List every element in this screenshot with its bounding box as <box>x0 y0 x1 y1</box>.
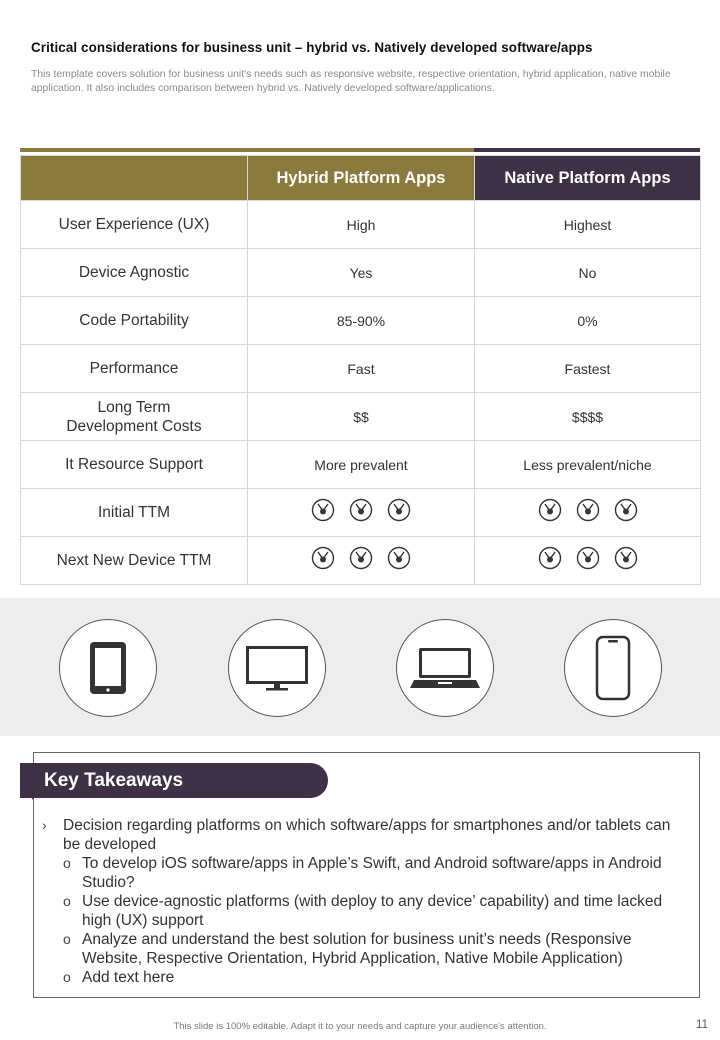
add-text-placeholder[interactable]: Add text here <box>82 969 175 986</box>
native-value: 0% <box>475 297 701 345</box>
hybrid-gauges <box>248 537 475 585</box>
page-number: 11 <box>696 1019 708 1031</box>
gauge-icon <box>614 546 638 570</box>
takeaway-text: Decision regarding platforms on which software/apps for smartphones and/or tablets can be developed <box>63 817 671 853</box>
native-value: No <box>475 249 701 297</box>
table-row <box>21 201 701 249</box>
hybrid-accent-bar <box>20 148 474 152</box>
row-label: Device Agnostic <box>21 249 248 297</box>
takeaways-list <box>42 816 672 987</box>
gauge-icon <box>538 546 562 570</box>
list-item <box>63 854 672 892</box>
circle-bullet-icon: o <box>63 893 71 909</box>
gauge-icon <box>576 498 600 522</box>
native-value: $$$$ <box>475 393 701 441</box>
header-hybrid: Hybrid Platform Apps <box>248 156 475 201</box>
takeaway-subtext: Use device-agnostic platforms (with deploy to any device’ capability) and time lacked high (UX) support <box>82 893 663 929</box>
native-value: Less prevalent/niche <box>475 441 701 489</box>
header-native: Native Platform Apps <box>475 156 701 201</box>
table-row <box>21 489 701 537</box>
native-value: Fastest <box>475 345 701 393</box>
list-item <box>63 930 672 968</box>
hybrid-gauges <box>248 489 475 537</box>
row-label: Code Portability <box>21 297 248 345</box>
row-label: It Resource Support <box>21 441 248 489</box>
circle-bullet-icon: o <box>63 855 71 871</box>
hybrid-value: $$ <box>248 393 475 441</box>
gauge-icon <box>538 498 562 522</box>
table-row <box>21 537 701 585</box>
gauge-icon <box>387 546 411 570</box>
hybrid-value: 85-90% <box>248 297 475 345</box>
hybrid-value: Yes <box>248 249 475 297</box>
header-empty-cell <box>21 156 248 201</box>
row-label: User Experience (UX) <box>21 201 248 249</box>
page-title: Critical considerations for business unit – hybrid vs. Natively developed software/apps <box>31 40 593 55</box>
footer-note: This slide is 100% editable. Adapt it to your needs and capture your audience's attention. <box>173 1021 547 1032</box>
monitor-icon <box>228 619 326 717</box>
table-row <box>21 297 701 345</box>
tablet-icon <box>59 619 157 717</box>
takeaway-subtext: Analyze and understand the best solution for business unit’s needs (Responsive Website, Respective Orientation, Hybrid Application, Native Mobile Application) <box>82 931 632 967</box>
gauge-icon <box>387 498 411 522</box>
circle-bullet-icon: o <box>63 931 71 947</box>
list-item <box>42 816 672 854</box>
smartphone-icon <box>564 619 662 717</box>
table-header-row <box>21 156 701 201</box>
row-label: Next New Device TTM <box>21 537 248 585</box>
native-accent-bar <box>474 148 700 152</box>
table-row <box>21 345 701 393</box>
row-label: Long Term Development Costs <box>21 393 248 441</box>
gauge-icon <box>349 498 373 522</box>
native-gauges <box>475 537 701 585</box>
takeaway-subtext: To develop iOS software/apps in Apple’s Swift, and Android software/apps in Android Studio? <box>82 855 662 891</box>
native-gauges <box>475 489 701 537</box>
gauge-icon <box>311 546 335 570</box>
table-row <box>21 249 701 297</box>
table-row <box>21 441 701 489</box>
laptop-icon <box>396 619 494 717</box>
row-label: Initial TTM <box>21 489 248 537</box>
page-subtitle: This template covers solution for business unit's needs such as responsive website, respective orientation, hybrid application, native mobile application. It also includes comparison between hybrid vs. Natively developed software/applications. <box>31 69 671 94</box>
native-value: Highest <box>475 201 701 249</box>
chevron-right-icon: › <box>42 817 47 833</box>
hybrid-value: More prevalent <box>248 441 475 489</box>
gauge-icon <box>349 546 373 570</box>
gauge-icon <box>311 498 335 522</box>
comparison-table <box>20 155 701 585</box>
list-item <box>63 892 672 930</box>
gauge-icon <box>576 546 600 570</box>
row-label: Performance <box>21 345 248 393</box>
hybrid-value: Fast <box>248 345 475 393</box>
hybrid-value: High <box>248 201 475 249</box>
table-row <box>21 393 701 441</box>
circle-bullet-icon: o <box>63 969 71 985</box>
list-item[interactable] <box>63 968 672 987</box>
gauge-icon <box>614 498 638 522</box>
key-takeaways-title: Key Takeaways <box>20 763 328 798</box>
